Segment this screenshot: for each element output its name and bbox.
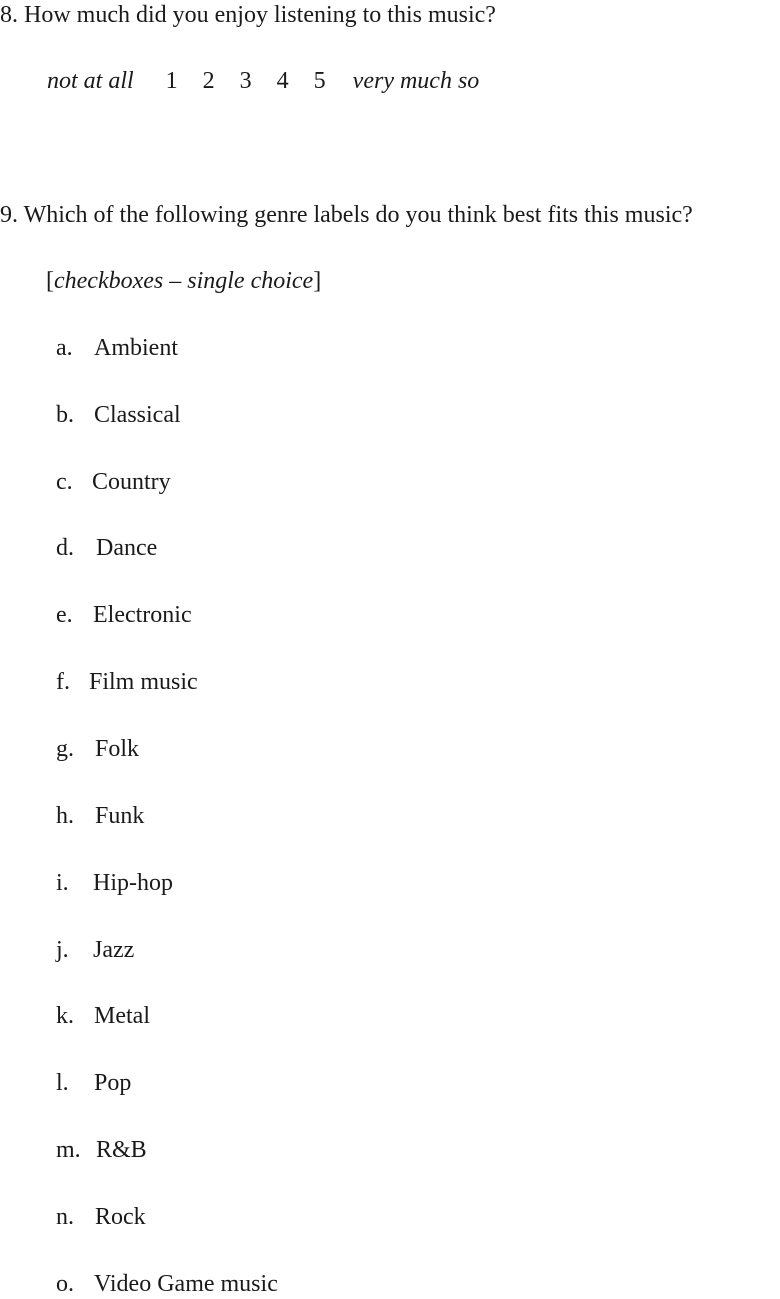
option-label: Ambient — [94, 335, 178, 361]
scale-high-label: very much so — [352, 68, 480, 94]
option-label: Hip-hop — [93, 870, 173, 896]
option-letter: n. — [56, 1204, 74, 1230]
scale-point-1[interactable]: 1 — [165, 68, 178, 94]
genre-option-folk[interactable] — [56, 734, 139, 764]
question-9-number: 9. — [0, 202, 18, 228]
option-label: Country — [92, 469, 171, 495]
genre-option-funk[interactable] — [56, 801, 144, 831]
question-9 — [0, 200, 693, 230]
instruction-text: checkboxes – single choice — [54, 268, 314, 294]
option-letter: j. — [56, 937, 69, 963]
option-label: Rock — [95, 1204, 146, 1230]
question-8-number: 8. — [0, 2, 18, 28]
option-letter: l. — [56, 1070, 69, 1096]
genre-option-rock[interactable] — [56, 1202, 146, 1232]
genre-option-video-game-music[interactable] — [56, 1269, 278, 1299]
option-label: Pop — [94, 1070, 132, 1096]
option-label: Video Game music — [94, 1271, 278, 1297]
option-letter: o. — [56, 1271, 74, 1297]
instruction-open-bracket: [ — [46, 268, 54, 294]
instruction-close-bracket: ] — [313, 268, 322, 294]
option-label: Classical — [94, 402, 181, 428]
genre-option-country[interactable] — [56, 467, 171, 497]
answer-instruction — [46, 266, 321, 296]
genre-option-classical[interactable] — [56, 400, 181, 430]
option-label: Electronic — [93, 602, 192, 628]
option-label: Folk — [95, 736, 140, 762]
option-letter: m. — [56, 1137, 81, 1163]
genre-option-electronic[interactable] — [56, 600, 192, 630]
genre-option-dance[interactable] — [56, 533, 157, 563]
option-letter: h. — [56, 803, 74, 829]
option-letter: d. — [56, 535, 74, 561]
scale-point-2[interactable]: 2 — [202, 68, 215, 94]
question-8-text: How much did you enjoy listening to this music? — [24, 2, 496, 28]
genre-option-pop[interactable] — [56, 1068, 131, 1098]
option-letter: e. — [56, 602, 73, 628]
option-label: Film music — [89, 669, 198, 695]
option-letter: f. — [56, 669, 70, 695]
option-letter: k. — [56, 1003, 74, 1029]
question-9-text: Which of the following genre labels do you think best fits this music? — [23, 202, 693, 228]
option-letter: b. — [56, 402, 74, 428]
option-label: Dance — [96, 535, 158, 561]
option-label: Metal — [94, 1003, 150, 1029]
genre-option-ambient[interactable] — [56, 333, 178, 363]
genre-option-hip-hop[interactable] — [56, 868, 173, 898]
genre-option-metal[interactable] — [56, 1001, 150, 1031]
genre-option-r-and-b[interactable] — [56, 1135, 147, 1165]
option-letter: a. — [56, 335, 73, 361]
option-letter: i. — [56, 870, 69, 896]
scale-low-label: not at all — [47, 68, 134, 94]
option-label: Funk — [95, 803, 145, 829]
scale-point-3[interactable]: 3 — [239, 68, 252, 94]
rating-scale — [47, 66, 479, 96]
option-letter: c. — [56, 469, 73, 495]
option-letter: g. — [56, 736, 74, 762]
scale-point-5[interactable]: 5 — [313, 68, 326, 94]
option-label: R&B — [96, 1137, 147, 1163]
genre-option-film-music[interactable] — [56, 667, 198, 697]
genre-option-jazz[interactable] — [56, 935, 134, 965]
question-8 — [0, 0, 496, 30]
scale-point-4[interactable]: 4 — [276, 68, 289, 94]
option-label: Jazz — [93, 937, 135, 963]
